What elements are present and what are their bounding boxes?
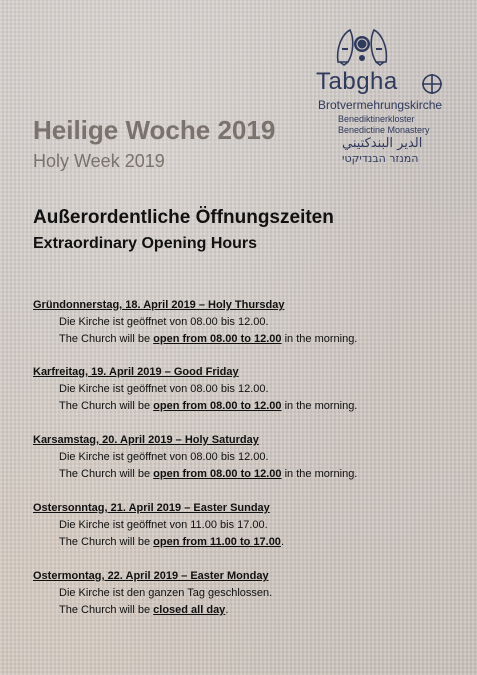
english-hours-emphasis: open from 08.00 to 12.00	[153, 400, 282, 412]
logo-line-de: Benediktinerkloster	[338, 114, 415, 124]
english-hours-emphasis: open from 11.00 to 17.00	[153, 536, 281, 548]
english-hours: The Church will be closed all day.	[59, 604, 229, 616]
german-hours: Die Kirche ist geöffnet von 11.00 bis 17.00.	[59, 519, 268, 531]
day-heading: Ostermontag, 22. April 2019 – Easter Monday	[33, 570, 269, 582]
english-hours: The Church will be open from 08.00 to 12.00 in the morning.	[59, 333, 358, 345]
english-hours-emphasis: open from 08.00 to 12.00	[153, 468, 282, 480]
day-entry-friday	[33, 366, 357, 412]
english-hours-emphasis: closed all day	[153, 604, 226, 616]
section-heading-en: Extraordinary Opening Hours	[33, 235, 258, 252]
page-subtitle: Holy Week 2019	[33, 151, 165, 171]
day-entry-thursday	[33, 299, 357, 345]
day-heading: Karsamstag, 20. April 2019 – Holy Saturday	[33, 434, 259, 446]
german-hours: Die Kirche ist geöffnet von 08.00 bis 12.00.	[59, 383, 269, 395]
day-heading: Karfreitag, 19. April 2019 – Good Friday	[33, 366, 239, 378]
loaves-and-fishes-icon	[334, 28, 390, 66]
logo-name: Tabgha	[316, 68, 398, 95]
day-entry-monday	[33, 570, 272, 616]
cross-icon	[420, 72, 444, 96]
logo-line-ar: الدير البندكتيني	[342, 136, 423, 151]
german-hours: Die Kirche ist geöffnet von 08.00 bis 12.00.	[59, 451, 269, 463]
english-hours-emphasis: open from 08.00 to 12.00	[153, 333, 282, 345]
english-hours: The Church will be open from 08.00 to 12.00 in the morning.	[59, 468, 358, 480]
logo-subtitle: Brotvermehrungskirche	[318, 98, 443, 112]
day-heading: Gründonnerstag, 18. April 2019 – Holy Thursday	[33, 299, 285, 311]
english-hours: The Church will be open from 11.00 to 17.00.	[59, 536, 284, 548]
logo-line-he: המנזר הבנדיקטי	[342, 152, 419, 165]
english-hours: The Church will be open from 08.00 to 12.00 in the morning.	[59, 400, 358, 412]
german-hours: Die Kirche ist geöffnet von 08.00 bis 12.00.	[59, 316, 269, 328]
page-title: Heilige Woche 2019	[33, 115, 276, 145]
day-entry-sunday	[33, 502, 284, 548]
logo-line-en: Benedictine Monastery	[338, 125, 430, 135]
day-entry-saturday	[33, 434, 357, 480]
day-heading: Ostersonntag, 21. April 2019 – Easter Sunday	[33, 502, 270, 514]
section-heading-de: Außerordentliche Öffnungszeiten	[33, 207, 334, 228]
german-hours: Die Kirche ist den ganzen Tag geschlossen.	[59, 587, 273, 599]
